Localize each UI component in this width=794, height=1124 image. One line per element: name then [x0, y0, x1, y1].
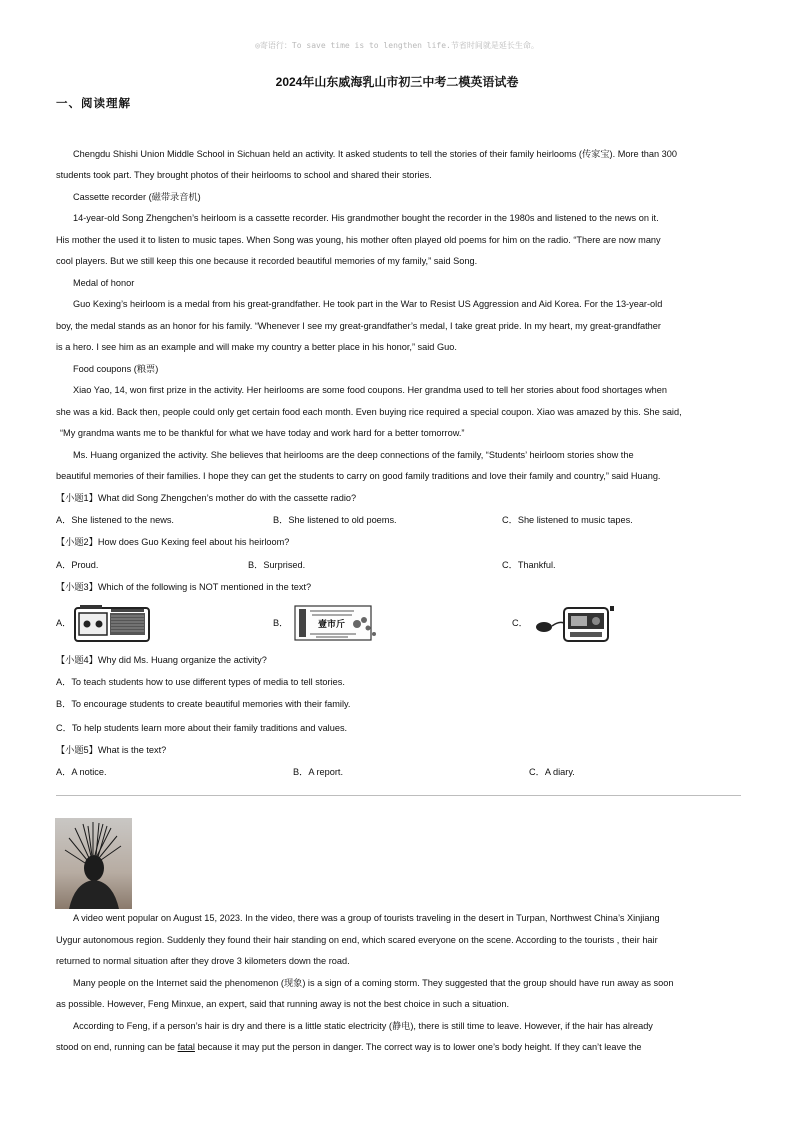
question-3-option-c[interactable]: C．: [512, 618, 528, 628]
passage2-line: Uygur autonomous region. Suddenly they found their hair standing on end, which scared everyone on the scene. According to the tourists , their hair: [56, 935, 658, 945]
passage1-subheading: Medal of honor: [73, 278, 135, 288]
question-5-option-c[interactable]: C．A diary.: [529, 767, 575, 777]
page-title: 2024年山东威海乳山市初三中考二模英语试卷: [275, 75, 519, 89]
question-1-option-c[interactable]: C．She listened to music tapes.: [502, 515, 633, 525]
header-motto: ◎寄语行：To save time is to lengthen life.节省时间就是延长生命。: [255, 41, 539, 50]
question-4-option-c[interactable]: C．To help students learn more about their family traditions and values.: [56, 723, 348, 733]
passage1-subheading: Cassette recorder (磁带录音机): [73, 192, 201, 202]
question-5-option-a[interactable]: A．A notice.: [56, 767, 107, 777]
question-1-option-b[interactable]: B．She listened to old poems.: [273, 515, 397, 525]
radio-player-image[interactable]: [526, 604, 616, 644]
question-3-stem: 【小题3】Which of the following is NOT mentioned in the text?: [56, 582, 312, 592]
section-title: 一、阅读理解: [56, 96, 131, 110]
question-5-option-b[interactable]: B．A report.: [293, 767, 344, 777]
passage1-line: students took part. They brought photos of their heirlooms to school and shared their stories.: [56, 170, 432, 180]
passage1-line: is a hero. I see him as an example and will make my country a better place in his honor,” said Guo.: [56, 342, 457, 352]
section-divider: [56, 795, 741, 796]
coupon-value-text: 壹市斤: [318, 620, 346, 630]
passage1-line: boy, the medal stands as an honor for his family. “Whenever I see my great-grandfather’s medal, I take great pride. In my heart, my great-grandfather: [56, 321, 661, 331]
passage1-line: Chengdu Shishi Union Middle School in Sichuan held an activity. It asked students to tell the stories of their family heirlooms (传家宝). More than 300: [73, 149, 677, 159]
passage2-line: as possible. However, Feng Minxue, an expert, said that running away is not the best choice in such a situation.: [56, 999, 509, 1009]
question-2-option-b[interactable]: B．Surprised.: [248, 560, 306, 570]
question-2-option-c[interactable]: C．Thankful.: [502, 560, 556, 570]
question-1-stem: 【小题1】What did Song Zhengchen’s mother do with the cassette radio?: [56, 493, 357, 503]
passage1-line: Ms. Huang organized the activity. She believes that heirlooms are the deep connections of the family, “Students’ heirloom stories show the: [73, 450, 634, 460]
passage2-last-line: [56, 1042, 642, 1053]
passage2-text: because it may put the person in danger. The correct way is to lower one’s body height. If they can’t leave the: [194, 1042, 642, 1052]
question-2-stem: 【小题2】How does Guo Kexing feel about his heirloom?: [56, 537, 290, 547]
cassette-recorder-image[interactable]: [74, 604, 150, 642]
question-3-option-b[interactable]: B．: [273, 618, 289, 628]
hair-standing-photo: [55, 818, 132, 909]
passage2-text: stood on end, running can be: [56, 1042, 178, 1052]
passage1-line: His mother the used it to listen to music tapes. When Song was young, his mother often played old poems for him on the radio. “There are now many: [56, 235, 661, 245]
question-2-option-a[interactable]: A．Proud.: [56, 560, 99, 570]
passage1-line: cool players. But we still keep this one because it recorded beautiful memories of my family,” said Song.: [56, 256, 478, 266]
passage1-line: “My grandma wants me to be thankful for what we have today and work hard for a better tomorrow.”: [60, 428, 465, 438]
question-4-option-a[interactable]: A．To teach students how to use different types of media to tell stories.: [56, 677, 345, 687]
passage1-line: Xiao Yao, 14, won first prize in the activity. Her heirlooms are some food coupons. Her grandma used to tell her stories about food shortages when: [73, 385, 667, 395]
passage2-line: Many people on the Internet said the phenomenon (现象) is a sign of a coming storm. They suggested that the group should have run away as soon: [73, 978, 674, 988]
passage1-subheading: Food coupons (粮票): [73, 364, 159, 374]
passage2-line: A video went popular on August 15, 2023. In the video, there was a group of tourists traveling in the desert in Turpan, Northwest China’s Xinjiang: [73, 913, 660, 923]
question-5-stem: 【小题5】What is the text?: [56, 745, 167, 755]
passage2-line: returned to normal situation after they drove 3 kilometers down the road.: [56, 956, 350, 966]
question-4-stem: 【小题4】Why did Ms. Huang organize the activity?: [56, 655, 267, 665]
passage1-line: beautiful memories of their families. I hope they can get the students to carry on good family traditions and love their family and country,” said Huang.: [56, 471, 661, 481]
question-3-option-a[interactable]: A．: [56, 618, 72, 628]
passage1-line: she was a kid. Back then, people could only get certain food each month. Even buying rice required a special coupon. Xiao was amazed by this. She said,: [56, 407, 682, 417]
question-1-option-a[interactable]: A．She listened to the news.: [56, 515, 174, 525]
question-4-option-b[interactable]: B．To encourage students to create beautiful memories with their family.: [56, 699, 351, 709]
food-coupon-image[interactable]: [294, 604, 380, 642]
underlined-word: fatal: [177, 1042, 195, 1052]
passage1-line: 14-year-old Song Zhengchen’s heirloom is a cassette recorder. His grandmother bought the recorder in the 1980s and listened to the news on it.: [73, 213, 659, 223]
passage2-line: According to Feng, if a person’s hair is dry and there is a little static electricity (静电), there is still time to leave. However, if the hair has already: [73, 1021, 653, 1031]
passage1-line: Guo Kexing’s heirloom is a medal from his great-grandfather. He took part in the War to Resist US Aggression and Aid Korea. For the 13-year-old: [73, 299, 663, 309]
